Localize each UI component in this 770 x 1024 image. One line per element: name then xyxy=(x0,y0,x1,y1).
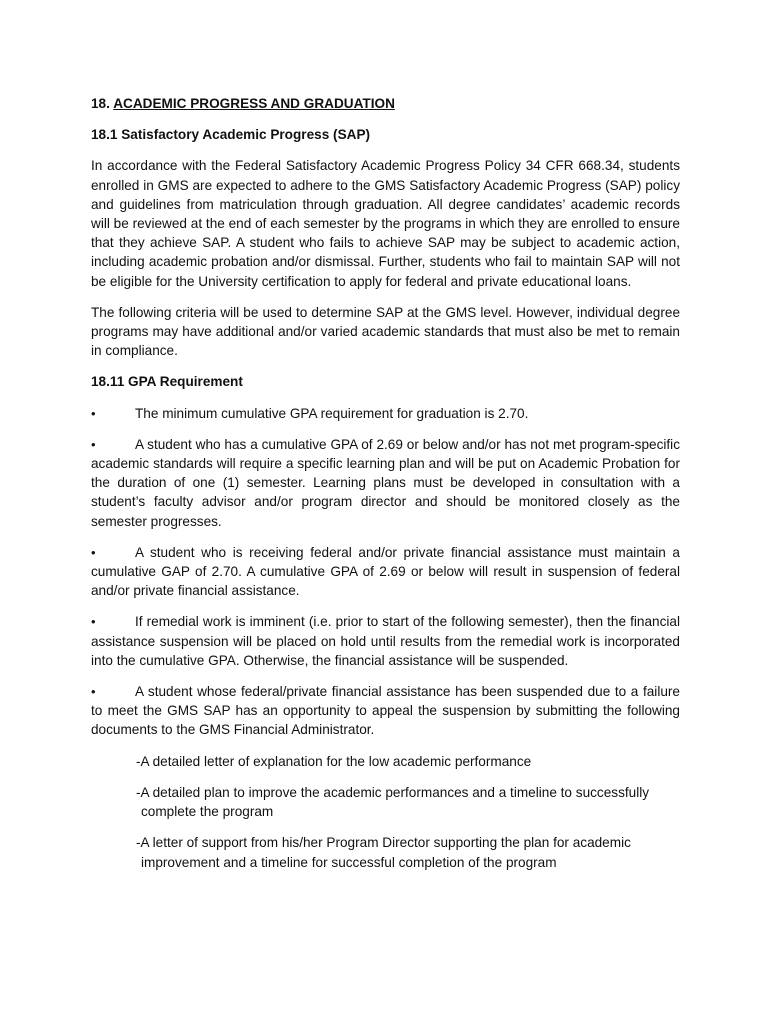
bullet-text: A student who is receiving federal and/or private financial assistance must maintain a cumulative GAP of 2.70. A cumulative GPA of 2.69 or below will result in suspension of federal and/or private financial assistance. xyxy=(91,544,680,599)
gpa-bullet-item xyxy=(91,682,680,740)
bullet-icon xyxy=(91,612,135,631)
bullet-text: A student whose federal/private financial assistance has been suspended due to a failure to meet the GMS SAP has an opportunity to appeal the suspension by submitting the following documents to the GMS Financial Administrator. xyxy=(91,684,680,738)
gpa-bullet-item xyxy=(91,543,680,601)
sap-criteria-paragraph: The following criteria will be used to determine SAP at the GMS level. However, individual degree programs may have additional and/or varied academic standards that must also be met to remain in compliance. xyxy=(91,304,680,359)
appeal-document-item: -A letter of support from his/her Program Director supporting the plan for academic improvement and a timeline for successful completion of the program xyxy=(136,835,631,870)
section-number: 18. xyxy=(91,96,110,111)
bullet-icon xyxy=(91,404,135,423)
bullet-text: The minimum cumulative GPA requirement for graduation is 2.70. xyxy=(135,405,529,421)
gpa-bullet-item xyxy=(91,404,680,423)
gpa-bullet-item xyxy=(91,435,680,531)
document-page xyxy=(91,94,680,884)
gpa-bullet-item xyxy=(91,612,680,670)
section-title: ACADEMIC PROGRESS AND GRADUATION xyxy=(113,96,395,111)
subsection-heading-gpa: 18.11 GPA Requirement xyxy=(91,374,243,390)
bullet-text: If remedial work is imminent (i.e. prior to start of the following semester), then the financial assistance suspension will be placed on hold until results from the remedial work is incorporated into the cumulative GPA. Otherwise, the financial assistance will be suspended. xyxy=(91,614,680,668)
bullet-icon xyxy=(91,543,135,562)
sap-policy-paragraph: In accordance with the Federal Satisfactory Academic Progress Policy 34 CFR 668.34, students enrolled in GMS are expected to adhere to the GMS Satisfactory Academic Progress (SAP) policy and guidelines from matriculation through graduation. All degree candidates’ academic records will be reviewed at the end of each semester by the programs in which they are enrolled to ensure that they achieve SAP. A student who fails to achieve SAP may be subject to academic action, including academic probation and/or dismissal. Further, students who fail to maintain SAP will not be eligible for the University certification to apply for federal and private educational loans. xyxy=(91,158,680,289)
bullet-icon xyxy=(91,682,135,701)
bullet-icon xyxy=(91,435,135,454)
bullet-text: A student who has a cumulative GPA of 2.69 or below and/or has not met program-specific academic standards will require a specific learning plan and will be put on Academic Probation for the duration of one (1) semester. Learning plans must be developed in consultation with a student’s faculty advisor and/or program director and should be monitored closely as the semester progresses. xyxy=(91,436,680,529)
appeal-document-item: -A detailed plan to improve the academic performances and a timeline to successfully complete the program xyxy=(136,784,650,820)
appeal-document-item: -A detailed letter of explanation for the low academic performance xyxy=(136,753,532,769)
section-heading xyxy=(91,94,680,113)
appeal-documents-list xyxy=(136,752,680,872)
subsection-heading-sap: 18.1 Satisfactory Academic Progress (SAP) xyxy=(91,127,371,143)
